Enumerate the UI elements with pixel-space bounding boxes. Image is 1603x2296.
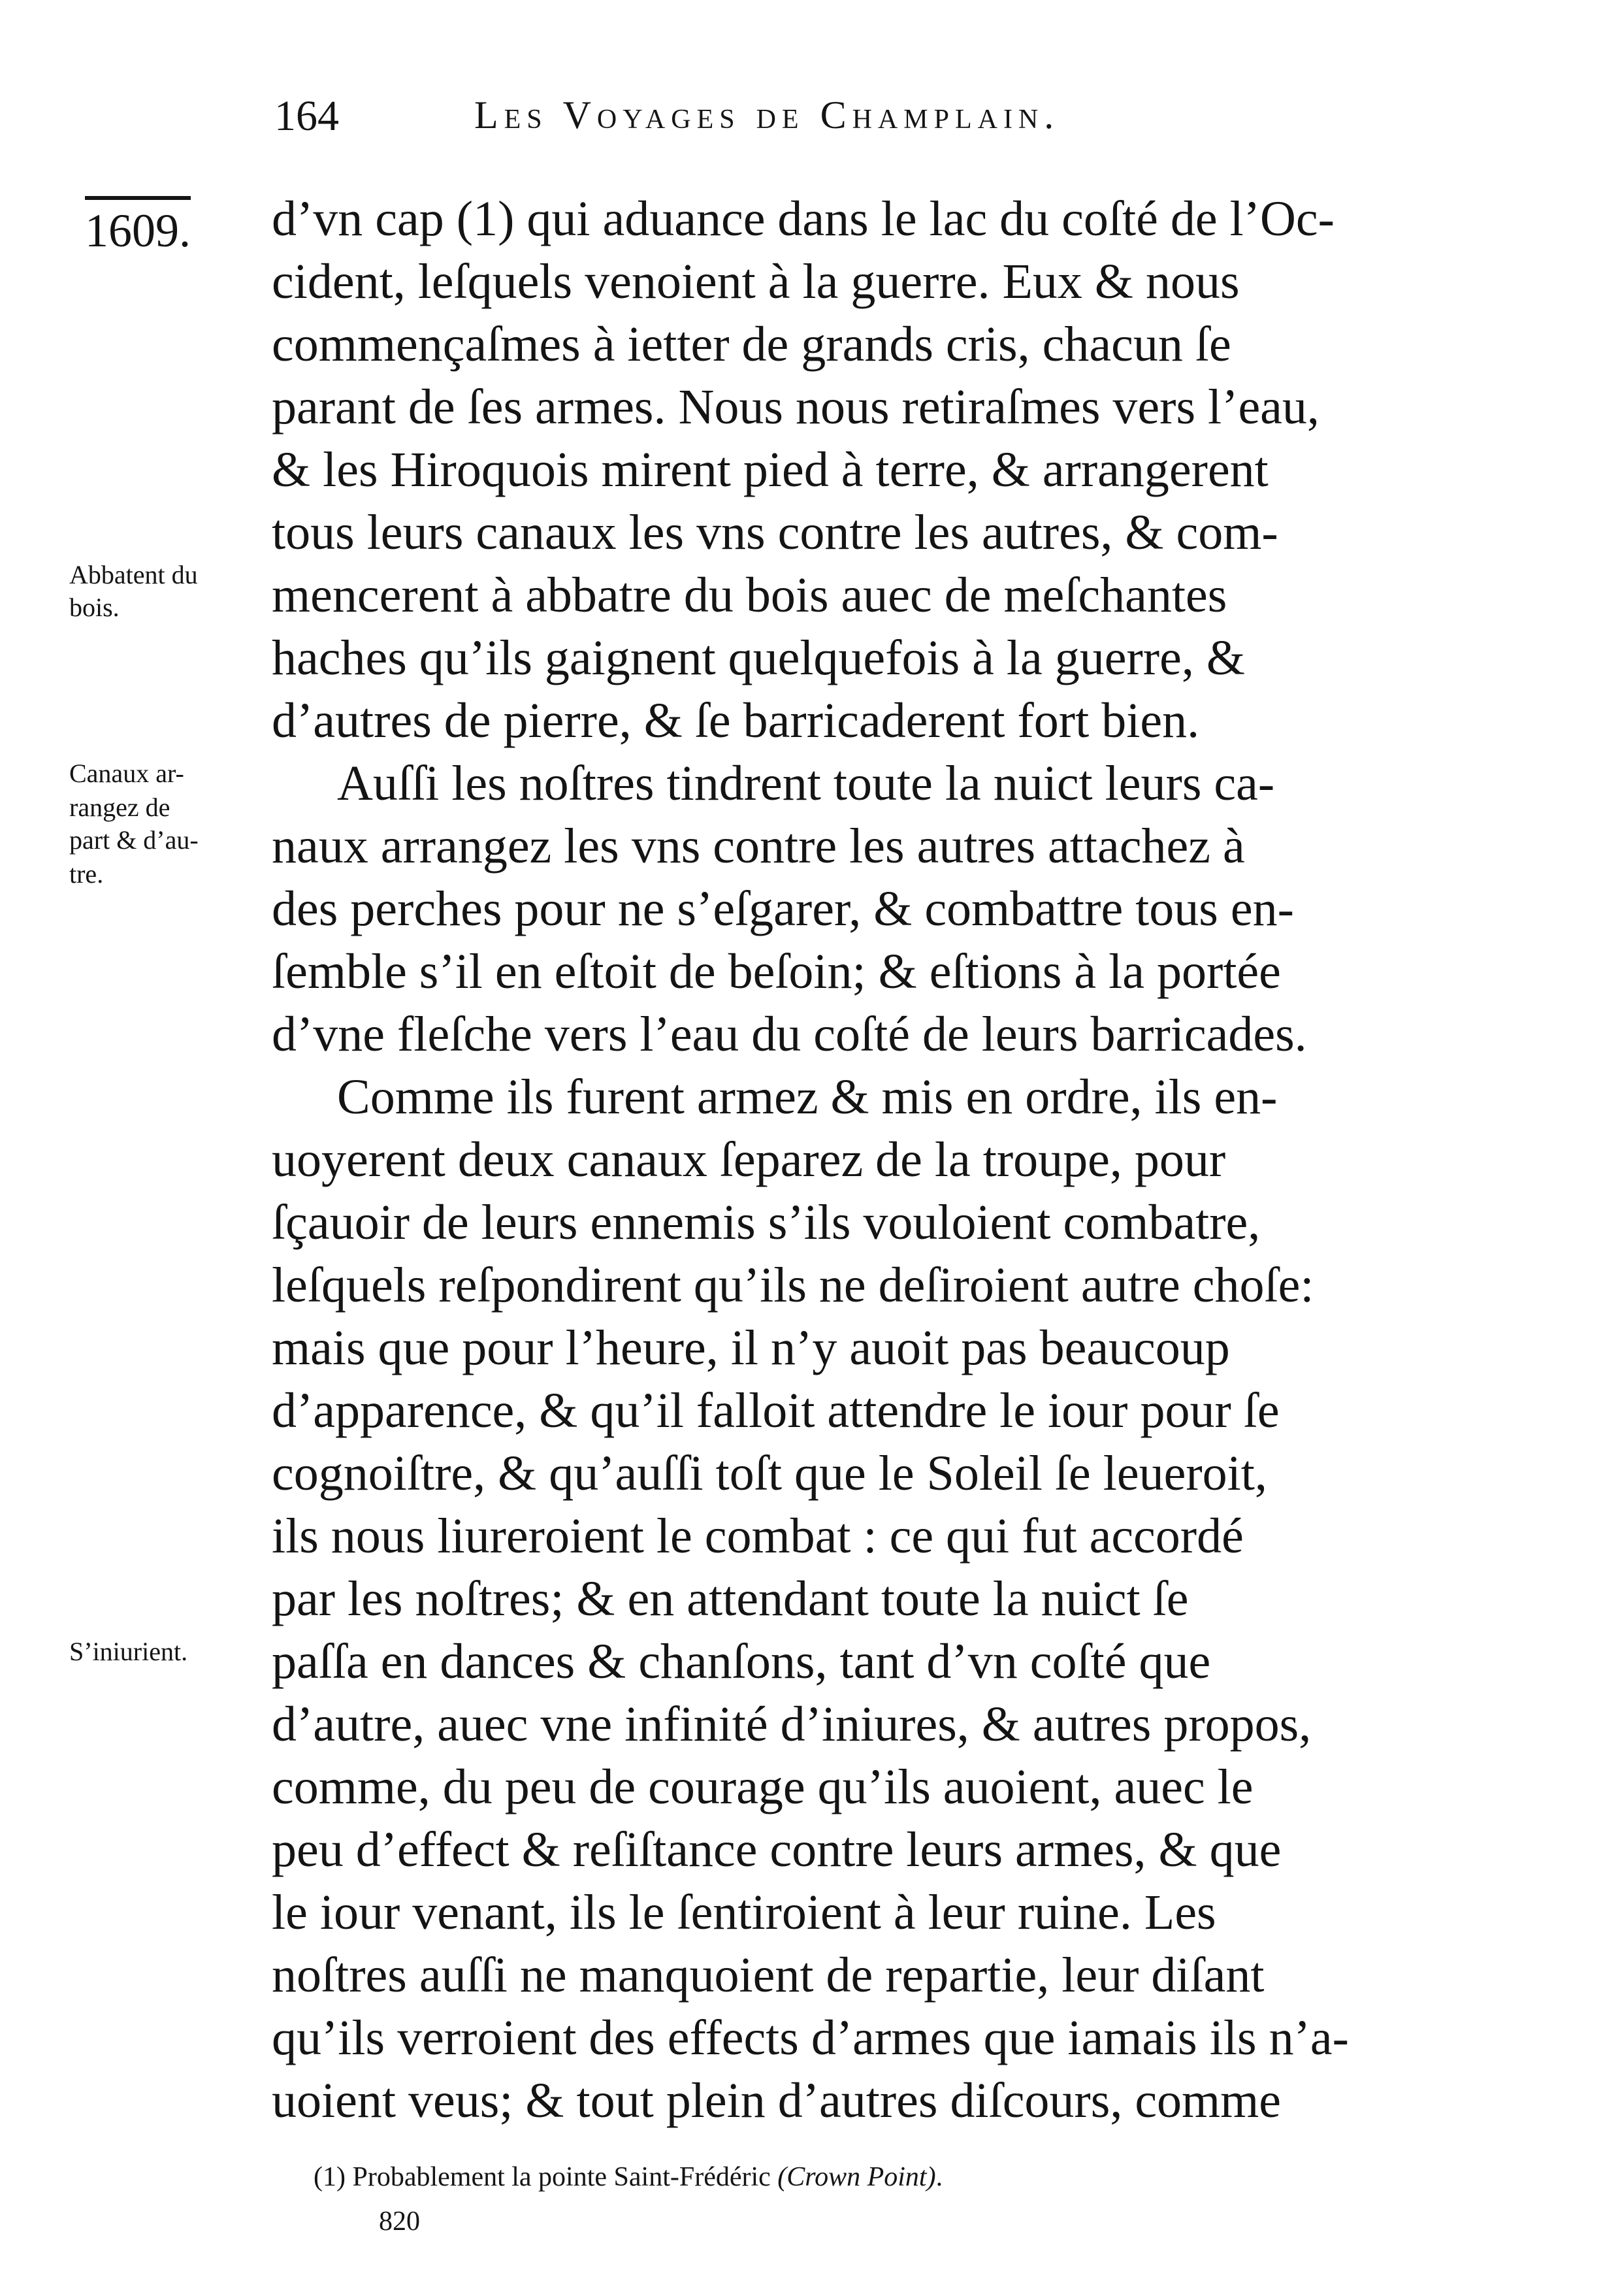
margin-note-line: tre. <box>69 859 104 889</box>
page-number: 164 <box>274 92 339 140</box>
body-line: d’apparence, & qu’il falloit attendre le iour pour ſe <box>272 1383 1280 1438</box>
body-line: parant de ſes armes. Nous nous retiraſmes vers l’eau, <box>272 380 1320 435</box>
body-line: uoient veus; & tout plein d’autres diſcours, comme <box>272 2073 1282 2128</box>
body-line: naux arrangez les vns contre les autres attachez à <box>272 819 1245 874</box>
footnote-suffix: . <box>935 2162 943 2192</box>
body-line: Comme ils furent armez & mis en ordre, ils en- <box>337 1070 1278 1124</box>
body-line: d’autres de pierre, & ſe barricaderent fort bien. <box>272 693 1200 748</box>
body-line: le iour venant, ils le ſentiroient à leur ruine. Les <box>272 1885 1216 1940</box>
body-line: d’vne fleſche vers l’eau du coſté de leurs barricades. <box>272 1007 1307 1062</box>
margin-note-line: bois. <box>69 593 120 622</box>
body-line: commençaſmes à ietter de grands cris, chacun ſe <box>272 317 1231 372</box>
body-line: par les noſtres; & en attendant toute la nuict ſe <box>272 1571 1189 1626</box>
body-line: ſemble s’il en eſtoit de beſoin; & eſtions à la portée <box>272 944 1281 999</box>
body-line: Auſſi les noſtres tindrent toute la nuict leurs ca- <box>337 756 1275 811</box>
body-line: mencerent à abbatre du bois auec de meſchantes <box>272 568 1227 623</box>
margin-note-line: Abbatent du <box>69 560 198 589</box>
body-line: ſçauoir de leurs ennemis s’ils vouloient combatre, <box>272 1195 1261 1250</box>
margin-note-line: part & d’au- <box>69 825 199 855</box>
body-line: qu’ils verroient des effects d’armes que iamais ils n’a- <box>272 2010 1349 2065</box>
body-line: leſquels reſpondirent qu’ils ne deſiroient autre choſe: <box>272 1258 1314 1313</box>
margin-note-line: rangez de <box>69 793 170 822</box>
signature-mark: 820 <box>379 2206 420 2237</box>
margin-year: 1609. <box>85 196 191 258</box>
body-line: cident, leſquels venoient à la guerre. Eux & nous <box>272 254 1240 309</box>
body-line: d’vn cap (1) qui aduance dans le lac du coſté de l’Oc- <box>272 191 1335 246</box>
margin-note-line: Canaux ar- <box>69 759 184 788</box>
body-line: des perches pour ne s’eſgarer, & combattre tous en- <box>272 881 1294 936</box>
margin-note-line: S’iniurient. <box>69 1637 188 1666</box>
body-line: paſſa en dances & chanſons, tant d’vn coſté que <box>272 1634 1211 1689</box>
running-title: Les Voyages de Champlain. <box>474 93 1060 137</box>
body-line: d’autre, auec vne infinité d’iniures, & autres propos, <box>272 1697 1312 1752</box>
body-line: uoyerent deux canaux ſeparez de la troupe, pour <box>272 1132 1226 1187</box>
body-line: mais que pour l’heure, il n’y auoit pas beaucoup <box>272 1320 1230 1375</box>
body-line: & les Hiroquois mirent pied à terre, & arrangerent <box>272 442 1269 497</box>
body-line: ils nous liureroient le combat : ce qui fut accordé <box>272 1509 1244 1564</box>
body-line: comme, du peu de courage qu’ils auoient, auec le <box>272 1760 1254 1814</box>
body-line: noſtres auſſi ne manquoient de repartie, leur diſant <box>272 1948 1265 2003</box>
footnote-text: (1) Probablement la pointe Saint-Frédéric <box>314 2162 771 2192</box>
footnote <box>314 2161 943 2193</box>
body-line: tous leurs canaux les vns contre les autres, & com- <box>272 505 1278 560</box>
body-line: haches qu’ils gaignent quelquefois à la guerre, & <box>272 631 1245 685</box>
body-line: peu d’effect & reſiſtance contre leurs armes, & que <box>272 1822 1282 1877</box>
body-line: cognoiſtre, & qu’auſſi toſt que le Soleil ſe leueroit, <box>272 1446 1267 1501</box>
footnote-italic: (Crown Point) <box>777 2162 936 2192</box>
